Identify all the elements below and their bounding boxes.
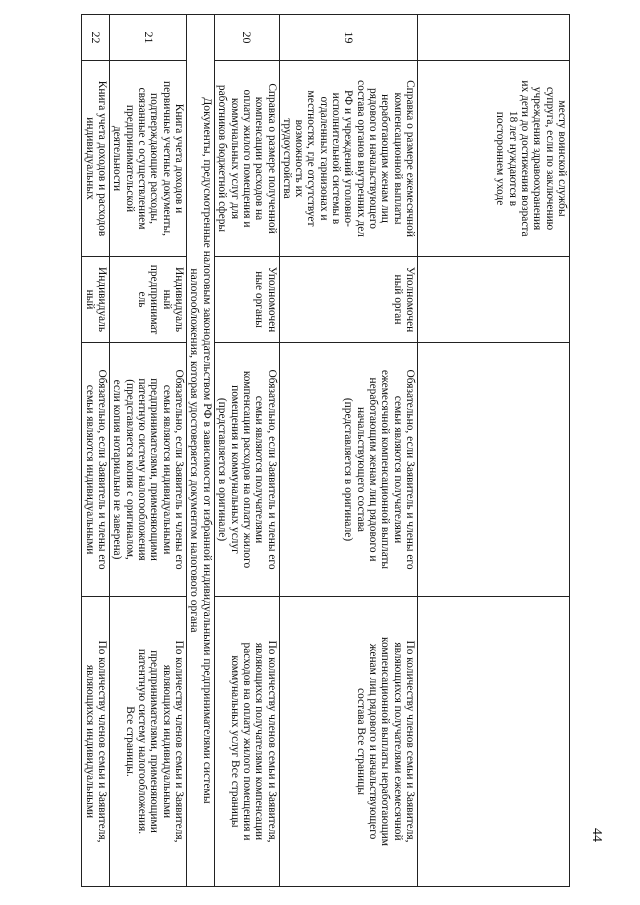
table-row <box>215 15 280 887</box>
condition-cell: Обязательно, если Заявитель и члены его семьи являются получателями компенсации расходов на оплату жилого помещения и коммунальных услуг (представляется в оригинале) <box>215 343 280 597</box>
document-name-cell: месту воинской службы супруга, если по заключению учреждения здравоохранения их дети до достижения возраста 18 лет нуждаются в постороннем уходе <box>418 61 570 257</box>
document-name-cell: Справка о размере ежемесячной компенсационной выплаты неработающим женам лиц рядового и начальствующего состава органов внутренних дел РФ и учреждений уголовно- исполнительной системы в отдаленных гарнизонах и местностях, где отсутствует возможность их трудоустройства <box>279 61 417 257</box>
issuer-cell: Индивидуаль ный <box>82 257 110 343</box>
condition-cell: Обязательно, если Заявитель и члены его семьи являются индивидуальными <box>82 343 110 597</box>
row-number: 19 <box>279 15 417 61</box>
table-row <box>82 15 110 887</box>
section-header: Документы, предусмотренные налоговым законодательством РФ в зависимости от избранной индивидуальными предпринимателями системы налогообложения, которая удостоверяется документом налогового органа <box>186 15 214 887</box>
section-header-row <box>186 15 214 887</box>
count-cell: По количеству членов семьи и Заявителя, являющихся индивидуальными <box>82 597 110 887</box>
document-name-cell: Справка о размере полученной компенсации расходов на оплату жилого помещения и коммунальных услуг для работников бюджетной сферы <box>215 61 280 257</box>
table-row <box>110 15 187 887</box>
row-number: 20 <box>215 15 280 61</box>
document-name-cell: Книга учета доходов и первичные учетные документы, подтверждающие расходы, связанные с осуществлением предпринимательской деятельности <box>110 61 187 257</box>
document-name-cell: Книга учета доходов и расходов индивидуальных <box>82 61 110 257</box>
count-cell: По количеству членов семьи и Заявителя, являющихся получателями компенсации расходов на оплату жилого помещения и коммунальных услуг Все страницы <box>215 597 280 887</box>
row-number: 22 <box>82 15 110 61</box>
table-row <box>418 15 570 887</box>
issuer-cell: Уполномочен ный орган <box>279 257 417 343</box>
row-number: 21 <box>110 15 187 61</box>
count-cell: По количеству членов семьи и Заявителя, являющихся получателями ежемесячной компенсационной выплаты неработающим женам лиц рядового и начальствующего состава Все страницы <box>279 597 417 887</box>
condition-cell <box>418 343 570 597</box>
count-cell <box>418 597 570 887</box>
documents-table <box>81 14 570 887</box>
page-number: 44 <box>589 828 604 842</box>
count-cell: По количеству членов семьи и Заявителя, являющихся индивидуальными предпринимателями, применяющими патентную систему налогообложения. Все страницы. <box>110 597 187 887</box>
issuer-cell <box>418 257 570 343</box>
table-row <box>279 15 417 887</box>
condition-cell: Обязательно, если Заявитель и члены его семьи являются получателями ежемесячной компенсационной выплаты неработающим женам лиц рядового и начальствующего состава (представляется в оригинале) <box>279 343 417 597</box>
issuer-cell: Уполномочен ные органы <box>215 257 280 343</box>
condition-cell: Обязательно, если Заявитель и члены его семьи являются индивидуальными предпринимателями, применяющими патентную систему налогообложения (представляется копия с оригиналом, если копия нотариально не заверена) <box>110 343 187 597</box>
issuer-cell: Индивидуаль ный предпринимат ель <box>110 257 187 343</box>
row-number <box>418 15 570 61</box>
